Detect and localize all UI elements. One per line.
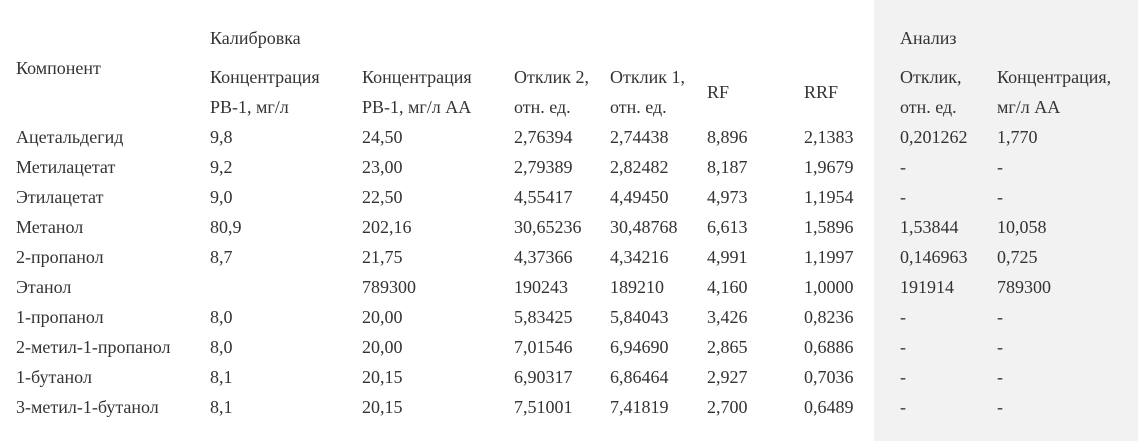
response1-cell: 30,48768	[610, 217, 678, 237]
response2-cell: 7,51001	[514, 397, 573, 417]
conc-rb1-aa-cell: 22,50	[362, 187, 403, 207]
analysis-conc-column-header	[997, 62, 1111, 122]
conc-rb1-cell: 8,1	[210, 397, 233, 417]
response2-cell: 4,37366	[514, 247, 573, 267]
response2-cell: 190243	[514, 277, 568, 297]
conc-rb1-aa-cell: 23,00	[362, 157, 403, 177]
component-cell: 1-бутанол	[16, 367, 92, 387]
conc-rb1-aa-header-line2: РВ-1, мг/л АА	[362, 97, 472, 117]
analysis-response-cell: 191914	[900, 277, 954, 297]
component-cell: Метанол	[16, 217, 84, 237]
response2-cell: 4,55417	[514, 187, 573, 207]
analysis-conc-cell: -	[997, 397, 1003, 417]
rf-cell: 4,160	[707, 277, 748, 297]
conc-rb1-aa-cell: 202,16	[362, 217, 412, 237]
analysis-conc-cell: -	[997, 337, 1003, 357]
component-cell: 3-метил-1-бутанол	[16, 397, 159, 417]
rf-cell: 4,973	[707, 187, 748, 207]
conc-rb1-cell: 9,2	[210, 157, 233, 177]
analysis-conc-cell: 789300	[997, 277, 1051, 297]
response2-cell: 2,76394	[514, 127, 573, 147]
response1-cell: 4,34216	[610, 247, 669, 267]
rf-cell: 8,896	[707, 127, 748, 147]
analysis-response-cell: -	[900, 157, 906, 177]
analysis-response-cell: 0,146963	[900, 247, 968, 267]
conc-rb1-cell: 8,1	[210, 367, 233, 387]
analysis-conc-cell: -	[997, 187, 1003, 207]
analysis-response-cell: -	[900, 187, 906, 207]
analysis-response-cell: -	[900, 307, 906, 327]
analysis-conc-header-line1: Концентрация,	[997, 67, 1112, 87]
conc-rb1-aa-cell: 24,50	[362, 127, 403, 147]
conc-rb1-cell: 80,9	[210, 217, 242, 237]
conc-rb1-header-line1: Концентрация	[210, 67, 320, 87]
calibration-group-header: Калибровка	[210, 28, 301, 48]
rrf-cell: 0,7036	[804, 367, 854, 387]
conc-rb1-header-line2: РВ-1, мг/л	[210, 97, 289, 117]
analysis-conc-cell: 0,725	[997, 247, 1038, 267]
conc-rb1-cell: 8,0	[210, 337, 233, 357]
conc-rb1-aa-cell: 789300	[362, 277, 416, 297]
analysis-response-cell: 0,201262	[900, 127, 968, 147]
conc-rb1-cell: 9,0	[210, 187, 233, 207]
response2-cell: 30,65236	[514, 217, 582, 237]
rrf-cell: 1,5896	[804, 217, 854, 237]
rf-column-header: RF	[707, 82, 730, 102]
response1-header-line2: отн. ед.	[610, 97, 667, 117]
response1-cell: 4,49450	[610, 187, 669, 207]
rrf-cell: 2,1383	[804, 127, 854, 147]
conc-rb1-aa-cell: 21,75	[362, 247, 403, 267]
rrf-cell: 1,0000	[804, 277, 854, 297]
rf-cell: 8,187	[707, 157, 748, 177]
conc-rb1-cell: 8,0	[210, 307, 233, 327]
rrf-cell: 1,1997	[804, 247, 854, 267]
response2-cell: 7,01546	[514, 337, 573, 357]
response1-cell: 7,41819	[610, 397, 669, 417]
rf-cell: 2,865	[707, 337, 748, 357]
analysis-response-cell: -	[900, 337, 906, 357]
component-cell: 2-пропанол	[16, 247, 104, 267]
conc-rb1-aa-cell: 20,15	[362, 367, 403, 387]
component-column-header: Компонент	[16, 58, 101, 78]
analysis-conc-cell: 10,058	[997, 217, 1047, 237]
conc-rb1-aa-column-header	[362, 62, 472, 122]
component-cell: Ацетальдегид	[16, 127, 124, 147]
rf-cell: 3,426	[707, 307, 748, 327]
rf-cell: 2,927	[707, 367, 748, 387]
analysis-conc-cell: -	[997, 157, 1003, 177]
rrf-cell: 1,1954	[804, 187, 854, 207]
rrf-cell: 1,9679	[804, 157, 854, 177]
response1-cell: 5,84043	[610, 307, 669, 327]
component-cell: 2-метил-1-пропанол	[16, 337, 171, 357]
analysis-conc-cell: -	[997, 367, 1003, 387]
conc-rb1-aa-cell: 20,00	[362, 337, 403, 357]
analysis-conc-header-line2: мг/л АА	[997, 97, 1061, 117]
analysis-response-cell: -	[900, 397, 906, 417]
analysis-response-column-header	[900, 62, 961, 122]
response1-cell: 6,94690	[610, 337, 669, 357]
conc-rb1-aa-cell: 20,00	[362, 307, 403, 327]
component-cell: 1-пропанол	[16, 307, 104, 327]
response1-cell: 6,86464	[610, 367, 669, 387]
rrf-column-header: RRF	[804, 82, 839, 102]
analysis-conc-cell: -	[997, 307, 1003, 327]
rrf-cell: 0,8236	[804, 307, 854, 327]
response1-header-line1: Отклик 1,	[610, 67, 685, 87]
response1-cell: 2,74438	[610, 127, 669, 147]
conc-rb1-cell: 9,8	[210, 127, 233, 147]
rrf-cell: 0,6886	[804, 337, 854, 357]
response2-header-line2: отн. ед.	[514, 97, 571, 117]
rf-cell: 6,613	[707, 217, 748, 237]
component-cell: Этанол	[16, 277, 72, 297]
analysis-conc-cell: 1,770	[997, 127, 1038, 147]
rf-cell: 4,991	[707, 247, 748, 267]
analysis-group-header: Анализ	[900, 28, 957, 48]
component-cell: Этилацетат	[16, 187, 104, 207]
response2-cell: 5,83425	[514, 307, 573, 327]
analysis-response-header-line2: отн. ед.	[900, 97, 957, 117]
analysis-response-cell: -	[900, 367, 906, 387]
response1-cell: 189210	[610, 277, 664, 297]
conc-rb1-aa-header-line1: Концентрация	[362, 67, 472, 87]
response1-column-header	[610, 62, 685, 122]
conc-rb1-aa-cell: 20,15	[362, 397, 403, 417]
rf-cell: 2,700	[707, 397, 748, 417]
response2-column-header	[514, 62, 589, 122]
analysis-response-cell: 1,53844	[900, 217, 959, 237]
response2-header-line1: Отклик 2,	[514, 67, 589, 87]
rrf-cell: 0,6489	[804, 397, 854, 417]
analysis-response-header-line1: Отклик,	[900, 67, 962, 87]
conc-rb1-column-header	[210, 62, 320, 122]
response2-cell: 6,90317	[514, 367, 573, 387]
response2-cell: 2,79389	[514, 157, 573, 177]
component-cell: Метилацетат	[16, 157, 116, 177]
conc-rb1-cell: 8,7	[210, 247, 233, 267]
response1-cell: 2,82482	[610, 157, 669, 177]
